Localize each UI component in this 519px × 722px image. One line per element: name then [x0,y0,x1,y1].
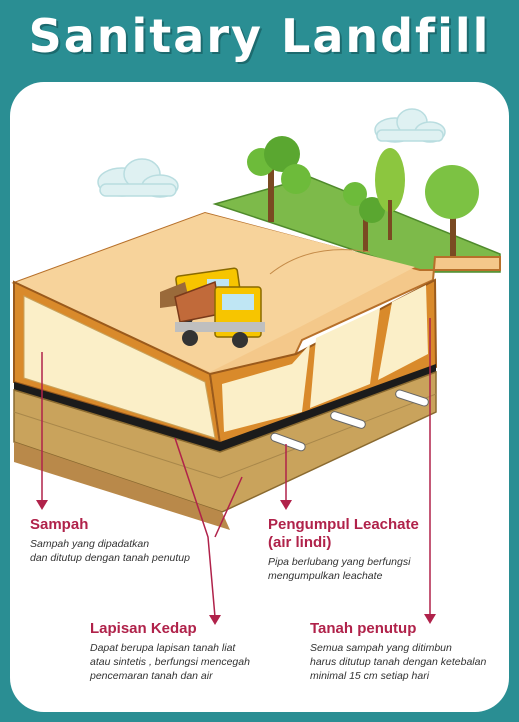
label-kedap-desc-2: atau sintetis , berfungsi mencegah [90,656,250,668]
label-kedap-title: Lapisan Kedap [90,620,197,637]
diagram-panel [10,82,509,712]
label-kedap [90,620,300,683]
label-leachate-title-2: (air lindi) [268,534,332,551]
cloud-icon [98,159,178,197]
label-kedap-desc-3: pencemaran tanah dan air [90,670,213,682]
label-kedap-desc-1: Dapat berupa lapisan tanah liat [90,642,236,654]
landfill-illustration [10,82,509,712]
label-penutup-desc-1: Semua sampah yang ditimbun [310,642,452,654]
label-leachate-title-1: Pengumpul Leachate [268,516,419,533]
label-sampah-title: Sampah [30,516,89,533]
label-sampah [30,516,250,565]
label-sampah-desc-1: Sampah yang dipadatkan [30,538,150,550]
label-penutup [310,620,504,683]
cloud-icon [375,109,445,142]
label-penutup-desc-3: minimal 15 cm setiap hari [310,670,430,682]
label-leachate-desc-1: Pipa berlubang yang berfungsi [268,556,411,568]
page-title: Sanitary Landfill [28,9,491,63]
label-leachate [268,516,498,583]
label-sampah-desc-2: dan ditutup dengan tanah penutup [30,552,190,564]
label-penutup-title: Tanah penutup [310,620,417,637]
label-leachate-desc-2: mengumpulkan leachate [268,570,383,582]
label-penutup-desc-2: harus ditutup tanah dengan ketebalan [310,656,487,668]
label-leachate-title [268,516,498,552]
